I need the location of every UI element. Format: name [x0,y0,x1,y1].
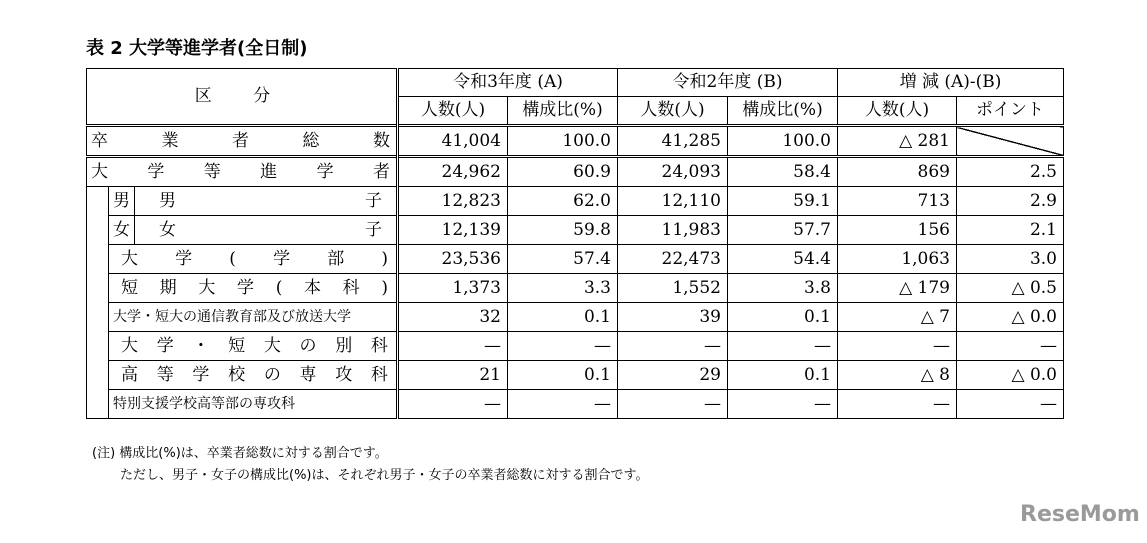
indent-cell [87,274,109,303]
value-cell: 2.9 [957,187,1064,216]
data-table [86,68,1064,419]
label-char: 部 [327,248,345,269]
row-label [87,157,398,187]
value-cell: 29 [618,361,728,390]
row-label-chars [135,217,396,244]
row-label [87,126,398,157]
table-row [87,303,1064,332]
indent-cell [87,361,109,390]
label-char: 学 [156,335,174,356]
value-cell: 54.4 [728,245,838,274]
label-char: ( [275,277,283,298]
value-cell: 1,063 [838,245,957,274]
value-cell: 24,093 [618,157,728,187]
value-cell: 59.8 [508,216,618,245]
label-char: 大 [121,335,138,356]
value-cell: △ 0.0 [957,303,1064,332]
label-char: 大 [263,335,281,356]
value-cell: — [618,390,728,419]
label-char: 数 [373,130,390,151]
header-sub-col: ポイント [957,97,1064,126]
label-char: 校 [228,364,246,385]
label-char: 女 [159,219,176,240]
value-cell: 0.1 [728,303,838,332]
value-cell: 22,473 [618,245,728,274]
table-row [87,390,1064,419]
table-row [87,245,1064,274]
label-char: ) [381,248,388,269]
label-char: の [299,335,317,356]
table-row [87,361,1064,390]
label-char: 等 [203,161,221,182]
indent-cell [87,187,109,216]
value-cell: △ 179 [838,274,957,303]
value-cell: 3.8 [728,274,838,303]
value-cell: 3.0 [957,245,1064,274]
header-category: 区 分 [87,69,398,126]
indent-cell [87,245,109,274]
indent-cell [87,332,109,361]
value-cell: 0.1 [728,361,838,390]
table-row [87,216,1064,245]
header-group-a: 令和3年度 (A) [398,69,618,97]
label-char: 総 [302,130,320,151]
value-cell: 1,552 [618,274,728,303]
row-label [135,216,398,245]
label-char: 学 [147,161,165,182]
table-title: 表 2 大学等進学者(全日制) [86,38,308,59]
header-group-diff: 増 減 (A)-(B) [838,69,1064,97]
row-label: 特別支援学校高等部の専攻科 [109,390,398,419]
header-sub-col: 人数(人) [398,97,508,126]
label-char: ( [229,248,236,269]
gender-side-label: 男 [109,187,135,216]
header-sub-col: 人数(人) [838,97,957,126]
value-cell: — [838,390,957,419]
value-cell: 41,285 [618,126,728,157]
label-char: 子 [365,219,382,240]
label-char: ) [381,277,388,298]
label-char: 進 [260,161,278,182]
label-char: 男 [159,190,176,211]
label-char: 大 [91,161,108,182]
header-row-1 [87,69,1064,97]
table-row [87,332,1064,361]
diagonal-empty-cell [957,126,1064,157]
row-label-chars [109,362,396,389]
value-cell: 100.0 [508,126,618,157]
value-cell: — [728,390,838,419]
label-char: 別 [335,335,353,356]
value-cell: 12,110 [618,187,728,216]
value-cell: 12,823 [398,187,508,216]
value-cell: 100.0 [728,126,838,157]
row-label-chars [109,333,396,360]
row-label [109,332,398,361]
header-sub-col: 構成比(%) [728,97,838,126]
label-char: 攻 [335,364,353,385]
label-char: 科 [370,335,388,356]
value-cell: 24,962 [398,157,508,187]
row-label-chars [87,159,396,186]
label-char: 高 [121,364,138,385]
value-cell: — [957,390,1064,419]
table-row [87,126,1064,157]
row-label-chars [87,128,396,155]
label-char: 学 [192,364,210,385]
label-char: 短 [228,335,246,356]
label-char: 等 [156,364,174,385]
table-row [87,187,1064,216]
value-cell: 57.4 [508,245,618,274]
label-char: 学 [237,277,255,298]
footnote-line: ただし、男子・女子の構成比(%)は、それぞれ男子・女子の卒業者総数に対する割合です。 [120,468,649,483]
value-cell: 12,139 [398,216,508,245]
header-sub-col: 構成比(%) [508,97,618,126]
value-cell: 3.3 [508,274,618,303]
value-cell: 32 [398,303,508,332]
label-char: 卒 [91,130,108,151]
row-label: 大学・短大の通信教育部及び放送大学 [109,303,398,332]
table-body [87,69,1064,419]
value-cell: △ 0.5 [957,274,1064,303]
label-char: 業 [161,130,179,151]
label-char: ・ [192,335,210,356]
value-cell: — [957,332,1064,361]
value-cell: 58.4 [728,157,838,187]
header-group-b: 令和2年度 (B) [618,69,838,97]
value-cell: 60.9 [508,157,618,187]
value-cell: 2.5 [957,157,1064,187]
value-cell: 39 [618,303,728,332]
value-cell: △ 8 [838,361,957,390]
value-cell: — [618,332,728,361]
table-row [87,157,1064,187]
label-char: 科 [370,364,388,385]
value-cell: — [838,332,957,361]
value-cell: 713 [838,187,957,216]
footnote-line: (注) 構成比(%)は、卒業者総数に対する割合です。 [92,446,388,461]
header-sub-col: 人数(人) [618,97,728,126]
resemom-logo: ReseMom [1020,502,1140,527]
value-cell: 1,373 [398,274,508,303]
label-char: 期 [159,277,177,298]
label-char: 専 [299,364,317,385]
value-cell: 62.0 [508,187,618,216]
label-char: 者 [372,161,390,182]
label-char: 学 [273,248,291,269]
value-cell: 59.1 [728,187,838,216]
value-cell: — [398,390,508,419]
value-cell: 156 [838,216,957,245]
row-label [109,274,398,303]
value-cell: △ 7 [838,303,957,332]
row-label-chars [109,246,396,273]
value-cell: △ 0.0 [957,361,1064,390]
row-label [109,245,398,274]
value-cell: △ 281 [838,126,957,157]
value-cell: 57.7 [728,216,838,245]
value-cell: 869 [838,157,957,187]
value-cell: 23,536 [398,245,508,274]
value-cell: 0.1 [508,303,618,332]
indent-cell [87,303,109,332]
value-cell: 2.1 [957,216,1064,245]
footnotes [92,443,648,487]
label-char: 短 [121,277,138,298]
value-cell: 41,004 [398,126,508,157]
label-char: 者 [232,130,249,151]
value-cell: — [508,390,618,419]
label-char: 学 [175,248,193,269]
label-char: 学 [316,161,334,182]
label-char: の [263,364,281,385]
label-char: 科 [342,277,360,298]
row-label-chars [135,188,396,215]
label-char: 子 [365,190,382,211]
value-cell: 11,983 [618,216,728,245]
value-cell: — [728,332,838,361]
label-char: 大 [198,277,216,298]
indent-cell [87,390,109,419]
indent-cell [87,216,109,245]
value-cell: — [508,332,618,361]
value-cell: 0.1 [508,361,618,390]
gender-side-label: 女 [109,216,135,245]
label-char: 大 [121,248,138,269]
value-cell: 21 [398,361,508,390]
table-row [87,274,1064,303]
row-label-chars [109,275,396,302]
label-char: 本 [304,277,321,298]
row-label [135,187,398,216]
row-label [109,361,398,390]
value-cell: — [398,332,508,361]
